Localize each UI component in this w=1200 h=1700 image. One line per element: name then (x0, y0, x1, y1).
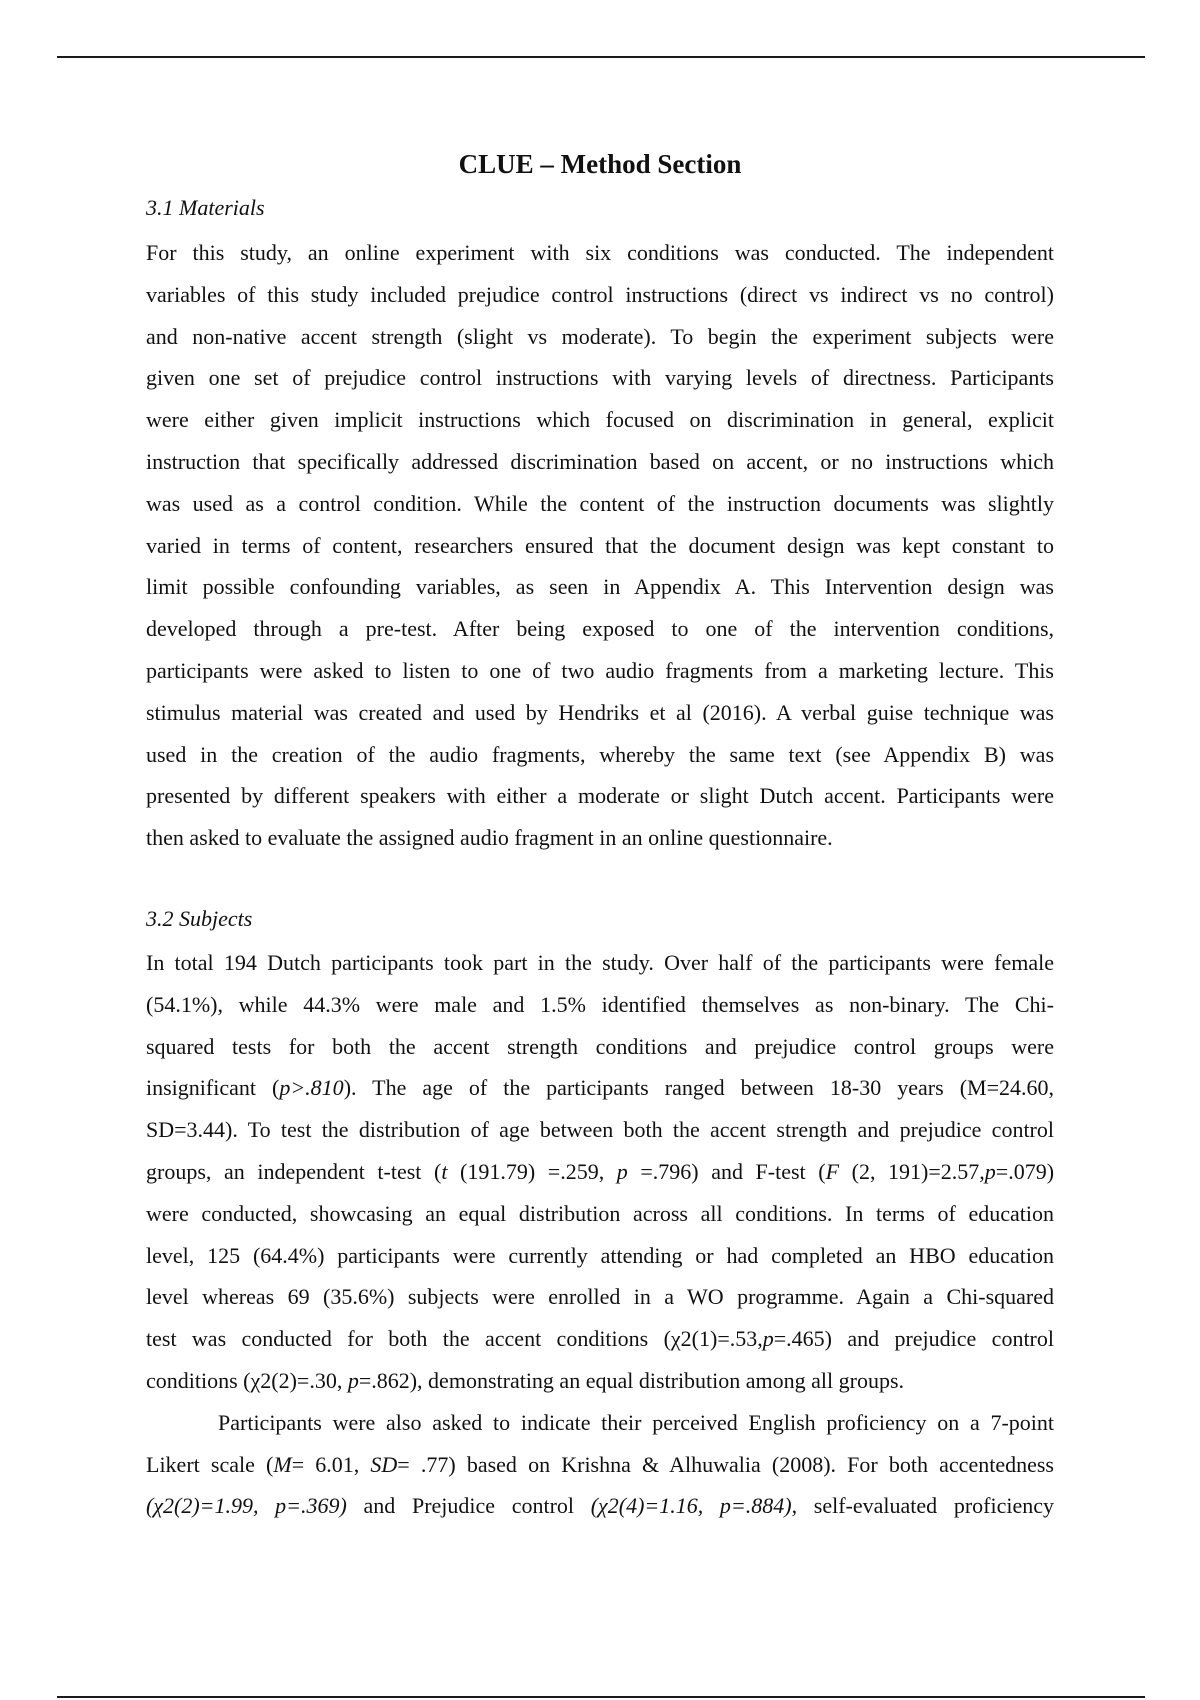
text-run: = 6.01, (291, 1451, 371, 1477)
stat-italic: p (347, 1367, 359, 1393)
text-line: For this study, an online experiment with six conditions was conducted. The independent (146, 240, 1054, 265)
text-run: = .77) based on Krishna & Alhuwalia (2008). For both accentedness (397, 1451, 1054, 1477)
text-line: were conducted, showcasing an equal distribution across all conditions. In terms of education (146, 1200, 1054, 1226)
text-run: insignificant ( (146, 1075, 280, 1101)
text-line: SD=3.44). To test the distribution of age between both the accent strength and prejudice control (146, 1117, 1054, 1143)
text-line: then asked to evaluate the assigned audio fragment in an online questionnaire. (146, 825, 833, 851)
text-run: (191.79) =.259, (447, 1158, 617, 1184)
text-run: test was conducted for both the accent conditions (χ2(1)=.53, (146, 1326, 763, 1352)
stat-italic: F (825, 1158, 840, 1184)
section-heading-materials: 3.1 Materials (146, 195, 265, 220)
stat-italic: t (441, 1158, 448, 1184)
text-line: level, 125 (64.4%) participants were currently attending or had completed an HBO education (146, 1242, 1054, 1268)
text-line (146, 1151, 1054, 1193)
header-rule (57, 56, 1145, 58)
text-run: , self-evaluated proficiency (791, 1493, 1054, 1519)
text-line: varied in terms of content, researchers ensured that the document design was kept constant to (146, 532, 1054, 558)
text-line: were either given implicit instructions which focused on discrimination in general, explicit (146, 407, 1054, 433)
text-run: and Prejudice control (346, 1493, 591, 1519)
section-heading-subjects: 3.2 Subjects (146, 906, 253, 931)
text-line: developed through a pre-test. After being exposed to one of the intervention conditions, (146, 616, 1054, 642)
text-line: given one set of prejudice control instructions with varying levels of directness. Participants (146, 365, 1054, 391)
stat-italic: p (762, 1326, 774, 1352)
text-run: =.862), demonstrating an equal distribution among all groups. (358, 1367, 905, 1393)
text-line: limit possible confounding variables, as seen in Appendix A. This Intervention design was (146, 574, 1054, 600)
materials-paragraph (146, 232, 1054, 859)
text-line: level whereas 69 (35.6%) subjects were enrolled in a WO programme. Again a Chi-squared (146, 1284, 1054, 1310)
text-line (146, 1067, 1054, 1109)
stat-italic: M (273, 1451, 292, 1477)
text-run: ). The age of the participants ranged between 18-30 years (M=24.60, (343, 1075, 1054, 1101)
text-line: was used as a control condition. While the content of the instruction documents was slightly (146, 490, 1054, 516)
stat-italic: (χ2(2)=1.99, p=.369) (146, 1493, 347, 1519)
text-line (146, 1485, 1054, 1527)
subjects-paragraph (146, 942, 1054, 1527)
text-run: (2, 191)=2.57, (839, 1158, 985, 1184)
text-line: participants were asked to listen to one of two audio fragments from a marketing lecture. This (146, 657, 1054, 683)
stat-italic: (χ2(4)=1.16, p=.884) (590, 1493, 792, 1519)
stat-italic: p>.810 (279, 1075, 344, 1101)
footer-rule (57, 1696, 1145, 1698)
text-line (146, 1444, 1054, 1486)
text-run: groups, an independent t-test ( (146, 1158, 442, 1184)
text-run: Likert scale ( (146, 1451, 274, 1477)
text-line: presented by different speakers with either a moderate or slight Dutch accent. Participants were (146, 783, 1054, 809)
text-line (146, 1360, 1054, 1402)
stat-italic: p (984, 1158, 996, 1184)
text-run: =.465) and prejudice control (773, 1326, 1054, 1352)
text-line: instruction that specifically addressed discrimination based on accent, or no instructions which (146, 448, 1054, 474)
text-line: used in the creation of the audio fragments, whereby the same text (see Appendix B) was (146, 741, 1054, 767)
stat-italic: SD (370, 1451, 398, 1477)
text-line: and non-native accent strength (slight vs moderate). To begin the experiment subjects were (146, 323, 1054, 349)
text-run: conditions (χ2(2)=.30, (146, 1367, 348, 1393)
stat-italic: p (616, 1158, 628, 1184)
text-line (146, 1318, 1054, 1360)
text-line: Participants were also asked to indicate their perceived English proficiency on a 7-point (218, 1409, 1054, 1435)
text-run: =.796) and F-test ( (627, 1158, 826, 1184)
text-line: squared tests for both the accent strength conditions and prejudice control groups were (146, 1033, 1054, 1059)
text-line: (54.1%), while 44.3% were male and 1.5% identified themselves as non-binary. The Chi- (146, 991, 1054, 1017)
page-title: CLUE – Method Section (458, 149, 742, 179)
text-line: stimulus material was created and used by Hendriks et al (2016). A verbal guise technique was (146, 699, 1054, 725)
text-line: variables of this study included prejudice control instructions (direct vs indirect vs no control) (146, 281, 1054, 307)
text-line: In total 194 Dutch participants took part in the study. Over half of the participants were female (146, 950, 1054, 975)
text-run: =.079) (995, 1158, 1055, 1184)
